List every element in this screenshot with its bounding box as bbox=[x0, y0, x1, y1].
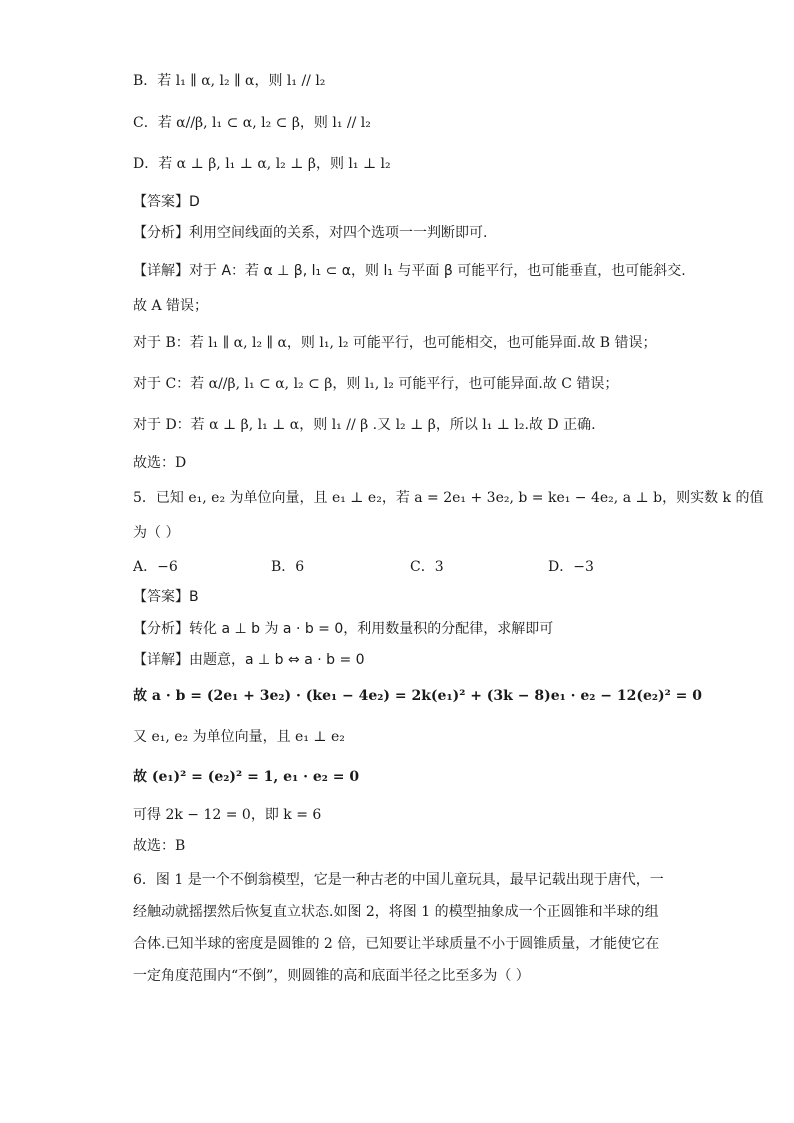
option-c: C．若 α//β, l₁ ⊂ α, l₂ ⊂ β，则 l₁ // l₂ bbox=[133, 115, 371, 131]
detail-5-line5: 可得 2k − 12 = 0，即 k = 6 bbox=[133, 807, 322, 823]
detail-5-line3: 又 e₁, e₂ 为单位向量，且 e₁ ⊥ e₂ bbox=[133, 729, 345, 745]
question-5-line2: 为（ ） bbox=[133, 525, 180, 541]
option-b: B．若 l₁ ∥ α, l₂ ∥ α，则 l₁ // l₂ bbox=[133, 73, 326, 89]
answer-4: 【答案】D bbox=[133, 194, 200, 210]
detail-5-line4: 故 (e₁)² = (e₂)² = 1, e₁ · e₂ = 0 bbox=[133, 769, 360, 785]
analysis-5: 【分析】转化 a ⊥ b 为 a · b = 0，利用数量积的分配律，求解即可 bbox=[133, 621, 554, 637]
selection-4: 故选：D bbox=[133, 455, 187, 471]
detail-5-line2: 故 a · b = (2e₁ + 3e₂) · (ke₁ − 4e₂) = 2k(e₁)² + (3k − 8)e₁ · e₂ − 12(e₂)² = 0 bbox=[133, 688, 703, 704]
option-5-c: C．3 bbox=[410, 559, 444, 575]
option-5-a: A．−6 bbox=[133, 559, 178, 575]
detail-5-line1: 【详解】由题意，a ⊥ b ⇔ a · b = 0 bbox=[133, 652, 365, 668]
question-5-line1: 5．已知 e₁, e₂ 为单位向量，且 e₁ ⊥ e₂，若 a = 2e₁ + 3e₂, b = ke₁ − 4e₂, a ⊥ b，则实数 k 的值 bbox=[133, 490, 764, 506]
detail-4-line5: 对于 D：若 α ⊥ β, l₁ ⊥ α，则 l₁ // β .又 l₂ ⊥ β，所以 l₁ ⊥ l₂.故 D 正确. bbox=[133, 417, 596, 433]
question-6: 6．图 1 是一个不倒翁模型，它是一种古老的中国儿童玩具，最早记载出现于唐代，一经触动就摇摆然后恢复直立状态.如图 2，将图 1 的模型抽象成一个正圆锥和半球的组合体.已知半球的密度是圆锥的 2 倍，已知要让半球质量不小于圆锥质量，才能使它在一定角度范围内“不倒”，则圆锥的高和底面半径之比至多为（ ） bbox=[133, 872, 664, 984]
answer-5: 【答案】B bbox=[133, 589, 199, 605]
detail-4-line3: 对于 B：若 l₁ ∥ α, l₂ ∥ α，则 l₁, l₂ 可能平行，也可能相交，也可能异面.故 B 错误； bbox=[133, 335, 657, 351]
analysis-4: 【分析】利用空间线面的关系，对四个选项一一判断即可. bbox=[133, 225, 488, 241]
option-5-d: D．−3 bbox=[548, 559, 594, 575]
selection-5: 故选：B bbox=[133, 838, 186, 854]
detail-4-line2: 故 A 错误； bbox=[133, 298, 209, 314]
option-d: D．若 α ⊥ β, l₁ ⊥ α, l₂ ⊥ β，则 l₁ ⊥ l₂ bbox=[133, 156, 391, 172]
detail-4-line1: 【详解】对于 A：若 α ⊥ β, l₁ ⊂ α，则 l₁ 与平面 β 可能平行，也可能垂直，也可能斜交. bbox=[133, 263, 686, 279]
option-5-b: B．6 bbox=[271, 559, 305, 575]
detail-4-line4: 对于 C：若 α//β, l₁ ⊂ α, l₂ ⊂ β，则 l₁, l₂ 可能平行，也可能异面.故 C 错误； bbox=[133, 376, 619, 392]
